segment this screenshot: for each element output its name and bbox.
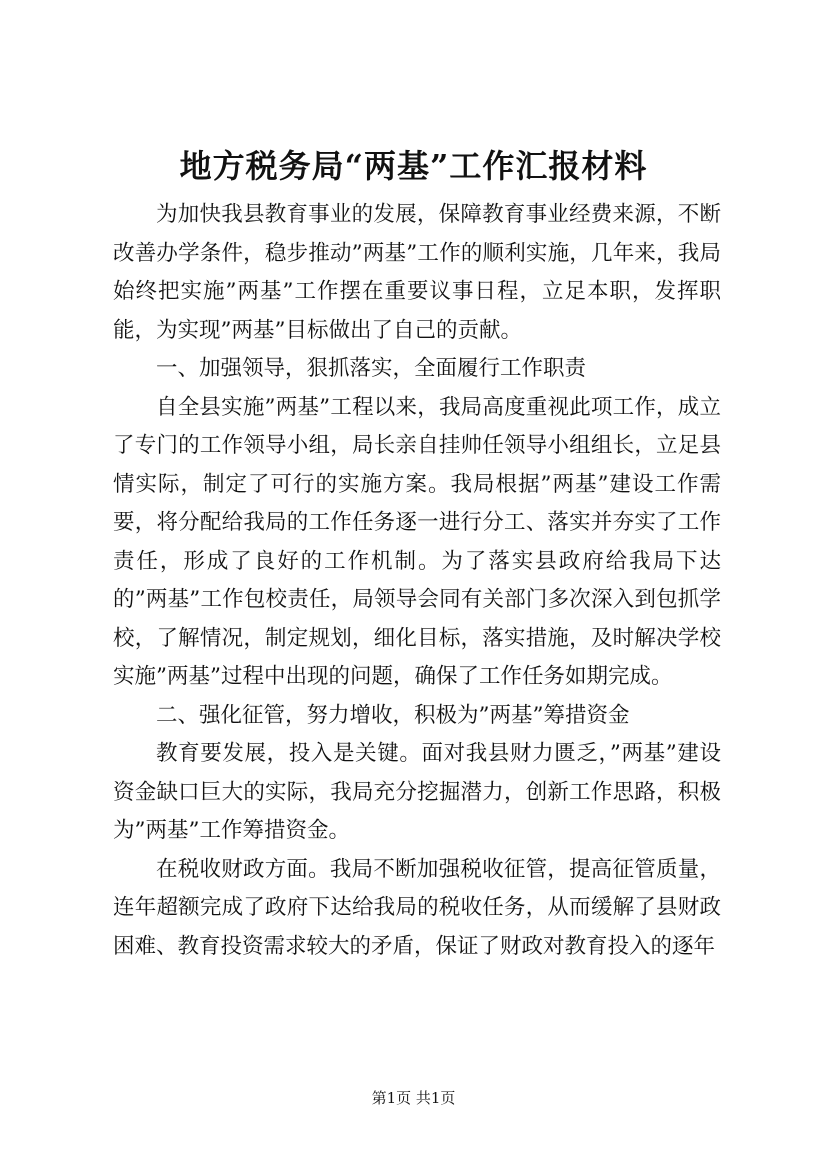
document-title: 地方税务局“两基”工作汇报材料 — [179, 147, 648, 185]
intro-paragraph: 为加快我县教育事业的发展，保障教育事业经费来源，不断改善办学条件，稳步推动”两基”工作的顺利实施，几年来，我局始终把实施”两基”工作摆在重要议事日程，立足本职，发挥职能，为实现”两基”目标做出了自己的贡献。 — [113, 202, 721, 343]
section-1-paragraph: 自全县实施”两基”工程以来，我局高度重视此项工作，成立了专门的工作领导小组，局长亲自挂帅任领导小组组长，立足县情实际，制定了可行的实施方案。我局根据”两基”建设工作需要，将分配给我局的工作任务逐一进行分工、落实并夯实了工作责任，形成了良好的工作机制。为了落实县政府给我局下达的”两基”工作包校责任，局领导会同有关部门多次深入到包抓学校，了解情况，制定规划，细化目标，落实措施，及时解决学校实施”两基”过程中出现的问题，确保了工作任务如期完成。 — [113, 394, 721, 689]
section-heading-2: 二、强化征管，努力增收，积极为”两基”筹措资金 — [156, 702, 630, 728]
document-body — [113, 196, 721, 966]
section-2-paragraph-2: 在税收财政方面。我局不断加强税收征管，提高征管质量，连年超额完成了政府下达给我局的税收任务，从而缓解了县财政困难、教育投资需求较大的矛盾，保证了财政对教育投入的逐年 — [113, 856, 721, 959]
section-heading-1: 一、加强领导，狠抓落实，全面履行工作职责 — [156, 356, 587, 381]
page-number-footer: 第1页 共1页 — [371, 1089, 456, 1107]
section-2-paragraph-1: 教育要发展，投入是关键。面对我县财力匮乏，”两基”建设资金缺口巨大的实际，我局充分挖掘潜力，创新工作思路，积极为”两基”工作筹措资金。 — [113, 741, 721, 843]
